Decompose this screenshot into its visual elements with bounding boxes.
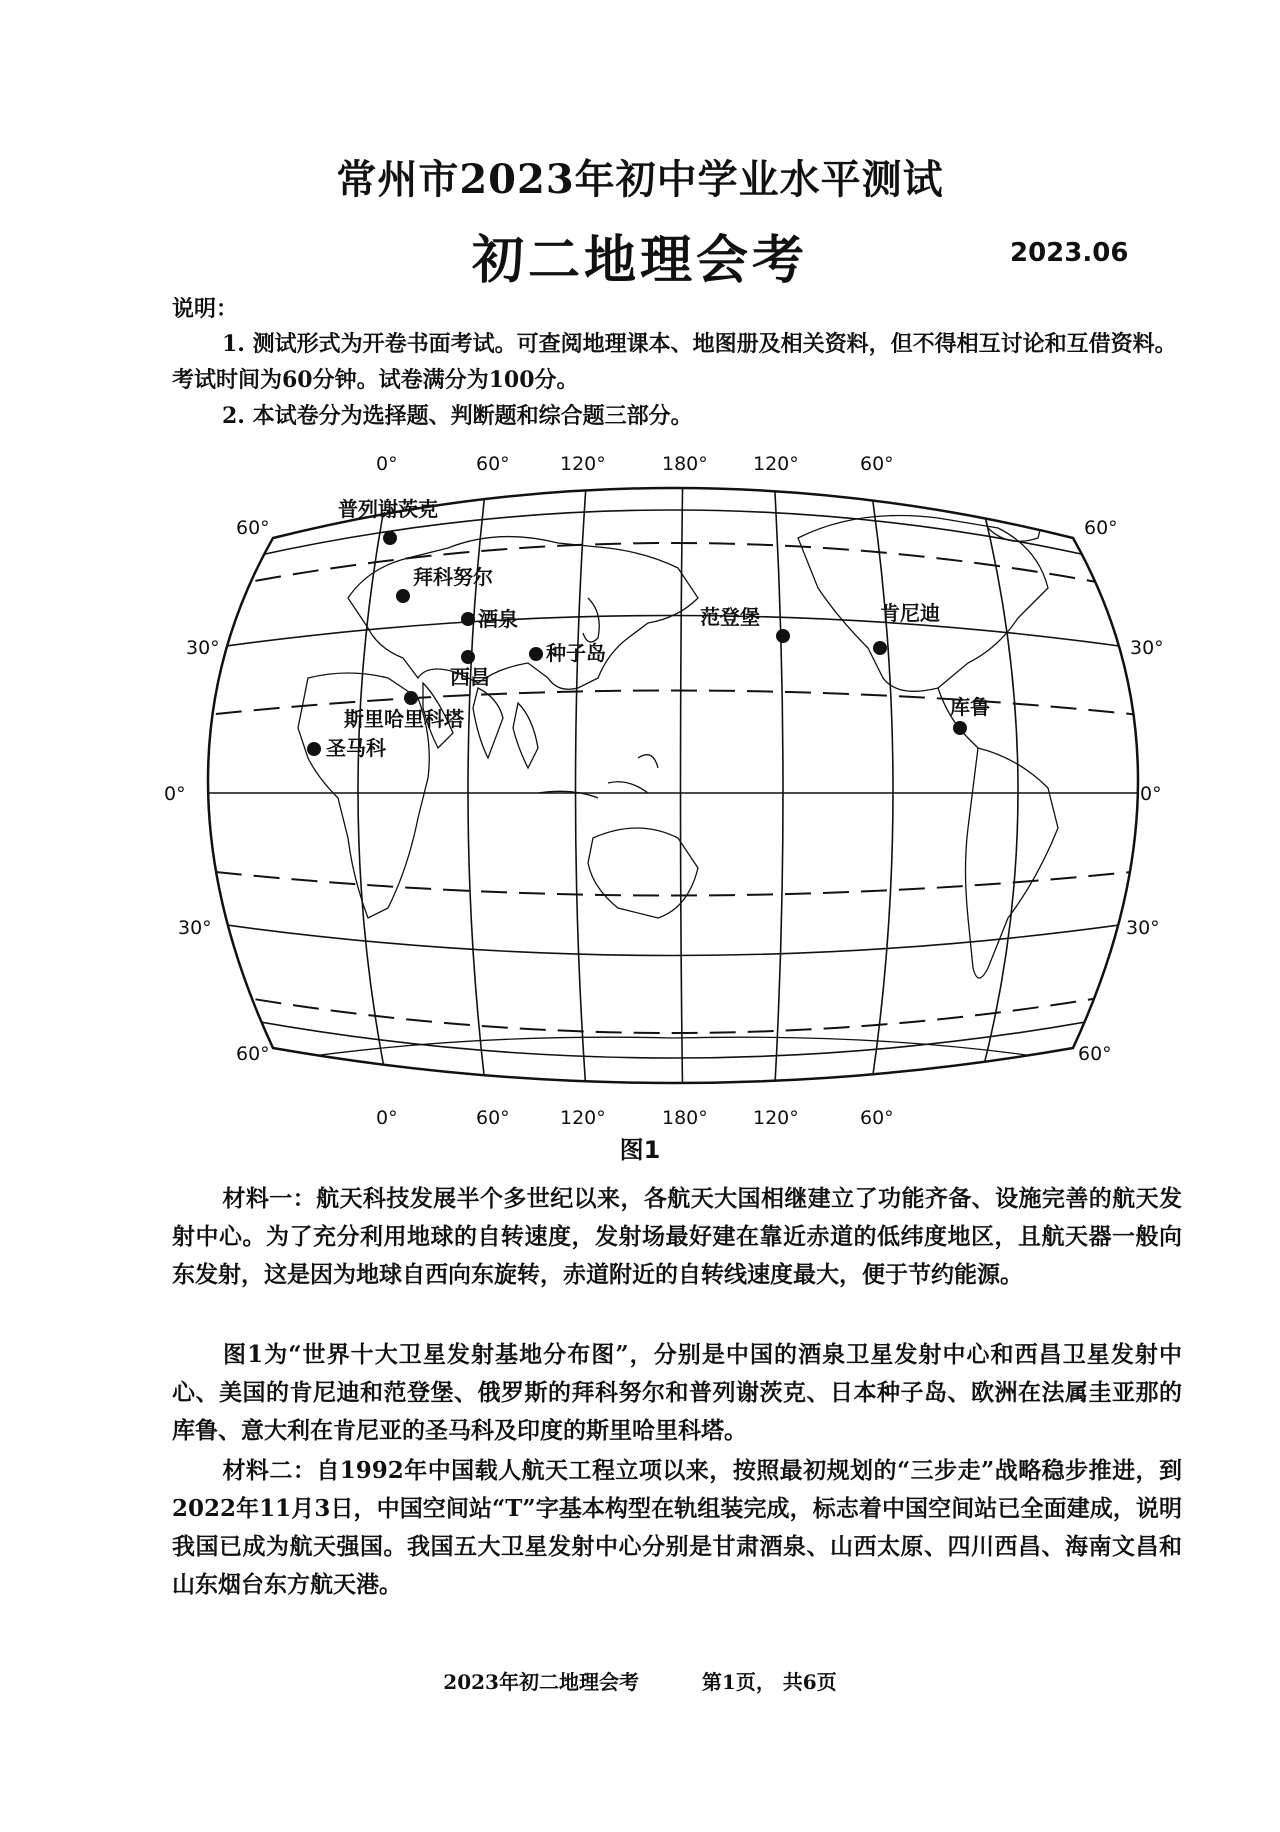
lon-labels-top (376, 453, 894, 475)
notes-heading: 说明： (172, 296, 239, 322)
svg-text:普列谢茨克: 普列谢茨克 (338, 497, 438, 521)
lon-label: 180° (662, 453, 708, 475)
lon-label: 60° (476, 453, 510, 475)
lon-label: 120° (753, 453, 799, 475)
material-1-paragraph-2: 图1为“世界十大卫星发射基地分布图”，分别是中国的酒泉卫星发射中心和西昌卫星发射中心、美国的肯尼迪和范登堡、俄罗斯的拜科努尔和普列谢茨克、日本种子岛、欧洲在法属圭亚那的库鲁、意大利在肯尼亚的圣马科及印度的斯里哈里科塔。 (172, 1341, 1182, 1444)
lon-label: 0° (376, 453, 398, 475)
lat-label: 60° (1078, 1043, 1112, 1065)
lon-label: 0° (376, 1107, 398, 1129)
lat-label: 0° (1140, 783, 1162, 805)
svg-text:范登堡: 范登堡 (700, 605, 760, 629)
site-tanegashima (529, 641, 606, 665)
lat-label: 0° (164, 783, 186, 805)
note-item-1: 1. 测试形式为开卷书面考试。可查阅地理课本、地图册及相关资料，但不得相互讨论和互借资料。考试时间为60分钟。试卷满分为100分。 (172, 331, 1177, 393)
footer-page-number: 第1页， 共6页 (701, 1670, 837, 1694)
lat-label: 30° (178, 917, 212, 939)
lat-label: 30° (1126, 917, 1160, 939)
lat-labels-left (164, 517, 270, 1065)
page-title: 常州市2023年初中学业水平测试 (336, 156, 944, 203)
page-footer (0, 1666, 1280, 1695)
svg-text:库鲁: 库鲁 (950, 695, 990, 719)
figure-caption: 图1 (619, 1136, 661, 1164)
material-2-paragraph: 材料二：自1992年中国载人航天工程立项以来，按照最初规划的“三步走”战略稳步推进，到2022年11月3日，中国空间站“T”字基本构型在轨组装完成，标志着中国空间站已全面建成，说明我国已成为航天强国。我国五大卫星发射中心分别是甘肃酒泉、山西太原、四川西昌、海南文昌和山东烟台东方航天港。 (172, 1457, 1182, 1598)
launch-sites (307, 497, 990, 760)
lon-label: 60° (860, 453, 894, 475)
material-1-paragraph-1: 材料一：航天科技发展半个多世纪以来，各航天大国相继建立了功能齐备、设施完善的航天发射中心。为了充分利用地球的自转速度，发射场最好建在靠近赤道的低纬度地区，且航天器一般向东发射，这是因为地球自西向东旋转，赤道附近的自转线速度最大，便于节约能源。 (172, 1185, 1182, 1288)
note-item-2: 2. 本试卷分为选择题、判断题和综合题三部分。 (222, 403, 693, 429)
svg-text:西昌: 西昌 (450, 665, 490, 689)
svg-text:圣马科: 圣马科 (326, 736, 386, 760)
svg-text:种子岛: 种子岛 (546, 641, 606, 665)
lat-label: 30° (186, 637, 220, 659)
lon-label: 60° (860, 1107, 894, 1129)
svg-text:斯里哈里科塔: 斯里哈里科塔 (344, 707, 464, 731)
lon-label: 60° (476, 1107, 510, 1129)
graticule (178, 456, 1168, 1120)
site-vandenberg (700, 605, 790, 643)
lat-label: 60° (236, 517, 270, 539)
world-map (164, 448, 1168, 1129)
svg-text:拜科努尔: 拜科努尔 (413, 565, 493, 589)
lon-label: 120° (753, 1107, 799, 1129)
site-kennedy (873, 601, 940, 655)
lon-label: 120° (560, 453, 606, 475)
site-baikonur (396, 565, 493, 603)
lon-labels-bottom (376, 1107, 894, 1129)
continents (298, 485, 1058, 1058)
site-kourou (950, 695, 990, 735)
footer-exam-name: 2023年初二地理会考 (443, 1670, 639, 1694)
lat-label: 60° (1084, 517, 1118, 539)
site-xichang (450, 650, 490, 689)
site-jiuquan (461, 607, 518, 631)
lon-label: 180° (662, 1107, 708, 1129)
lat-label: 30° (1130, 637, 1164, 659)
svg-text:肯尼迪: 肯尼迪 (880, 601, 940, 625)
exam-date: 2023.06 (1010, 238, 1129, 268)
exam-subtitle: 初二地理会考 (471, 230, 808, 291)
lon-label: 120° (560, 1107, 606, 1129)
site-san-marco (307, 736, 387, 760)
svg-text:酒泉: 酒泉 (478, 607, 518, 631)
lat-label: 60° (236, 1043, 270, 1065)
lat-labels-right (1078, 517, 1164, 1065)
